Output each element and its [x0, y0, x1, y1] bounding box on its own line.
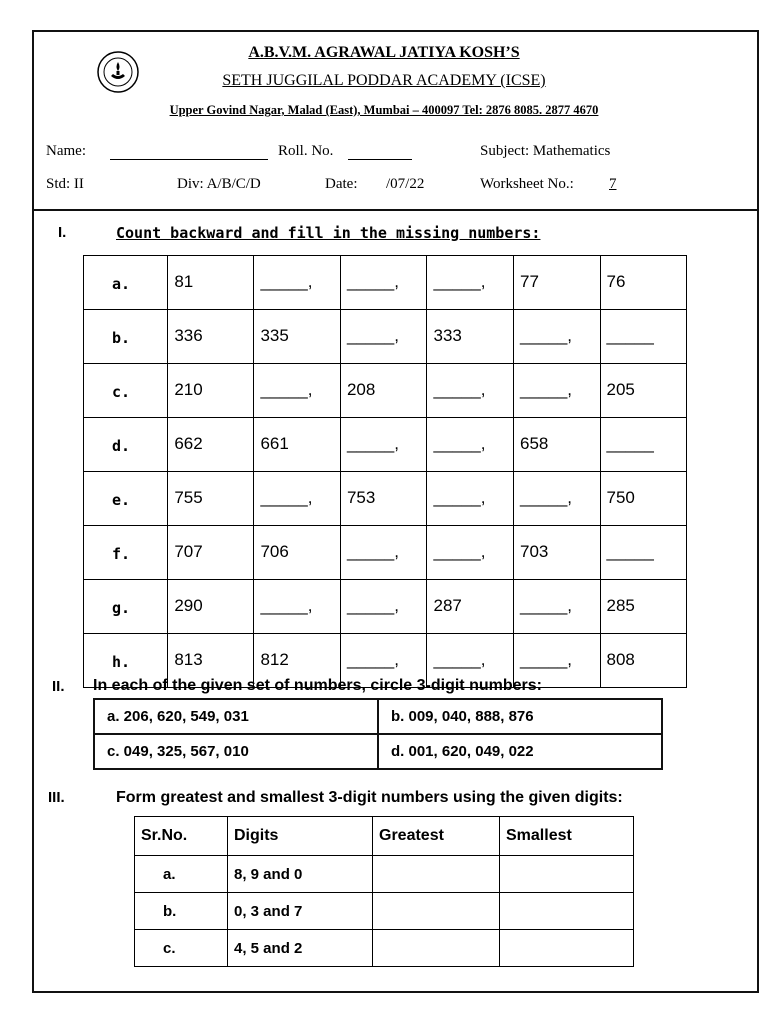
greatest-smallest-table — [134, 816, 634, 967]
number-cell: 205 — [600, 364, 686, 418]
answer-blank[interactable]: _____, — [254, 580, 341, 634]
count-backward-table — [83, 255, 687, 688]
header-srno: Sr.No. — [135, 817, 228, 856]
row-a-digits: 8, 9 and 0 — [228, 856, 373, 893]
answer-blank[interactable]: _____, — [514, 310, 601, 364]
row-label: c. — [84, 364, 168, 418]
number-set-d[interactable]: d. 001, 620, 049, 022 — [378, 734, 662, 769]
answer-blank[interactable]: _____, — [254, 364, 341, 418]
section3-title: Form greatest and smallest 3-digit numbers using the given digits: — [116, 789, 623, 806]
row-c-sr: c. — [135, 930, 228, 967]
row-b-greatest-answer[interactable] — [373, 893, 500, 930]
answer-blank[interactable]: _____ — [600, 310, 686, 364]
school-name: SETH JUGGILAL PODDAR ACADEMY (ICSE) — [222, 72, 546, 89]
answer-blank[interactable]: _____, — [427, 364, 514, 418]
row-a-smallest-answer[interactable] — [500, 856, 634, 893]
header-digits: Digits — [228, 817, 373, 856]
answer-blank[interactable]: _____, — [340, 634, 427, 688]
answer-blank[interactable]: _____, — [514, 580, 601, 634]
roll-label: Roll. No. — [278, 143, 334, 159]
answer-blank[interactable]: _____, — [514, 364, 601, 418]
answer-blank[interactable]: _____, — [254, 472, 341, 526]
name-blank[interactable] — [110, 159, 268, 160]
answer-blank[interactable]: _____, — [514, 634, 601, 688]
table-row — [84, 418, 687, 472]
worksheet-number: 7 — [609, 176, 617, 192]
div-label: Div: A/B/C/D — [177, 176, 261, 192]
number-cell: 813 — [168, 634, 254, 688]
row-b-smallest-answer[interactable] — [500, 893, 634, 930]
trust-name: A.B.V.M. AGRAWAL JATIYA KOSH’S — [248, 44, 520, 61]
number-cell: 81 — [168, 256, 254, 310]
answer-blank[interactable]: _____, — [340, 418, 427, 472]
answer-blank[interactable]: _____ — [600, 418, 686, 472]
number-set-a[interactable]: a. 206, 620, 549, 031 — [94, 699, 378, 734]
number-cell: 285 — [600, 580, 686, 634]
number-cell: 210 — [168, 364, 254, 418]
number-cell: 706 — [254, 526, 341, 580]
section2-title: In each of the given set of numbers, circle 3-digit numbers: — [93, 677, 542, 694]
answer-blank[interactable]: _____, — [254, 256, 341, 310]
section1-number: I. — [58, 224, 67, 241]
number-cell: 335 — [254, 310, 341, 364]
number-cell: 661 — [254, 418, 341, 472]
table-row — [84, 580, 687, 634]
number-cell: 808 — [600, 634, 686, 688]
answer-blank[interactable]: _____, — [340, 526, 427, 580]
header-divider — [32, 209, 759, 211]
school-address: Upper Govind Nagar, Malad (East), Mumbai – 400097 Tel: 2876 8085. 2877 4670 — [169, 103, 599, 117]
answer-blank[interactable]: _____, — [340, 310, 427, 364]
section1-title: Count backward and fill in the missing numbers: — [116, 224, 541, 242]
answer-blank[interactable]: _____, — [427, 634, 514, 688]
number-cell: 755 — [168, 472, 254, 526]
table-row — [84, 472, 687, 526]
answer-blank[interactable]: _____, — [514, 472, 601, 526]
number-cell: 658 — [514, 418, 601, 472]
number-cell: 753 — [340, 472, 427, 526]
table-row — [84, 364, 687, 418]
number-cell: 703 — [514, 526, 601, 580]
number-cell: 290 — [168, 580, 254, 634]
row-label: f. — [84, 526, 168, 580]
number-cell: 707 — [168, 526, 254, 580]
answer-blank[interactable]: _____, — [427, 472, 514, 526]
row-label: d. — [84, 418, 168, 472]
section2-number: II. — [52, 678, 65, 695]
row-b-sr: b. — [135, 893, 228, 930]
row-a-greatest-answer[interactable] — [373, 856, 500, 893]
number-set-b[interactable]: b. 009, 040, 888, 876 — [378, 699, 662, 734]
number-cell: 336 — [168, 310, 254, 364]
row-label: e. — [84, 472, 168, 526]
roll-blank[interactable] — [348, 159, 412, 160]
section3-number: III. — [48, 789, 65, 806]
table-row — [84, 256, 687, 310]
number-set-c[interactable]: c. 049, 325, 567, 010 — [94, 734, 378, 769]
answer-blank[interactable]: _____, — [427, 256, 514, 310]
answer-blank[interactable]: _____, — [427, 418, 514, 472]
date-label: Date: — [325, 176, 358, 192]
row-c-digits: 4, 5 and 2 — [228, 930, 373, 967]
answer-blank[interactable]: _____, — [340, 256, 427, 310]
answer-blank[interactable]: _____, — [427, 526, 514, 580]
row-label: a. — [84, 256, 168, 310]
answer-blank[interactable]: _____, — [340, 580, 427, 634]
header-smallest: Smallest — [500, 817, 634, 856]
number-sets-table — [93, 698, 663, 770]
number-cell: 77 — [514, 256, 601, 310]
row-c-greatest-answer[interactable] — [373, 930, 500, 967]
row-label: b. — [84, 310, 168, 364]
row-label: g. — [84, 580, 168, 634]
header-greatest: Greatest — [373, 817, 500, 856]
row-a-sr: a. — [135, 856, 228, 893]
number-cell: 333 — [427, 310, 514, 364]
number-cell: 287 — [427, 580, 514, 634]
number-cell: 662 — [168, 418, 254, 472]
number-cell: 812 — [254, 634, 341, 688]
number-cell: 208 — [340, 364, 427, 418]
row-label: h. — [84, 634, 168, 688]
row-c-smallest-answer[interactable] — [500, 930, 634, 967]
name-label: Name: — [46, 143, 86, 159]
date-value: /07/22 — [386, 176, 425, 192]
table-row — [84, 310, 687, 364]
subject-label: Subject: Mathematics — [480, 143, 611, 159]
answer-blank[interactable]: _____ — [600, 526, 686, 580]
number-cell: 76 — [600, 256, 686, 310]
worksheet-label: Worksheet No.: — [480, 176, 574, 192]
row-b-digits: 0, 3 and 7 — [228, 893, 373, 930]
std-label: Std: II — [46, 176, 84, 192]
table-row — [84, 526, 687, 580]
number-cell: 750 — [600, 472, 686, 526]
